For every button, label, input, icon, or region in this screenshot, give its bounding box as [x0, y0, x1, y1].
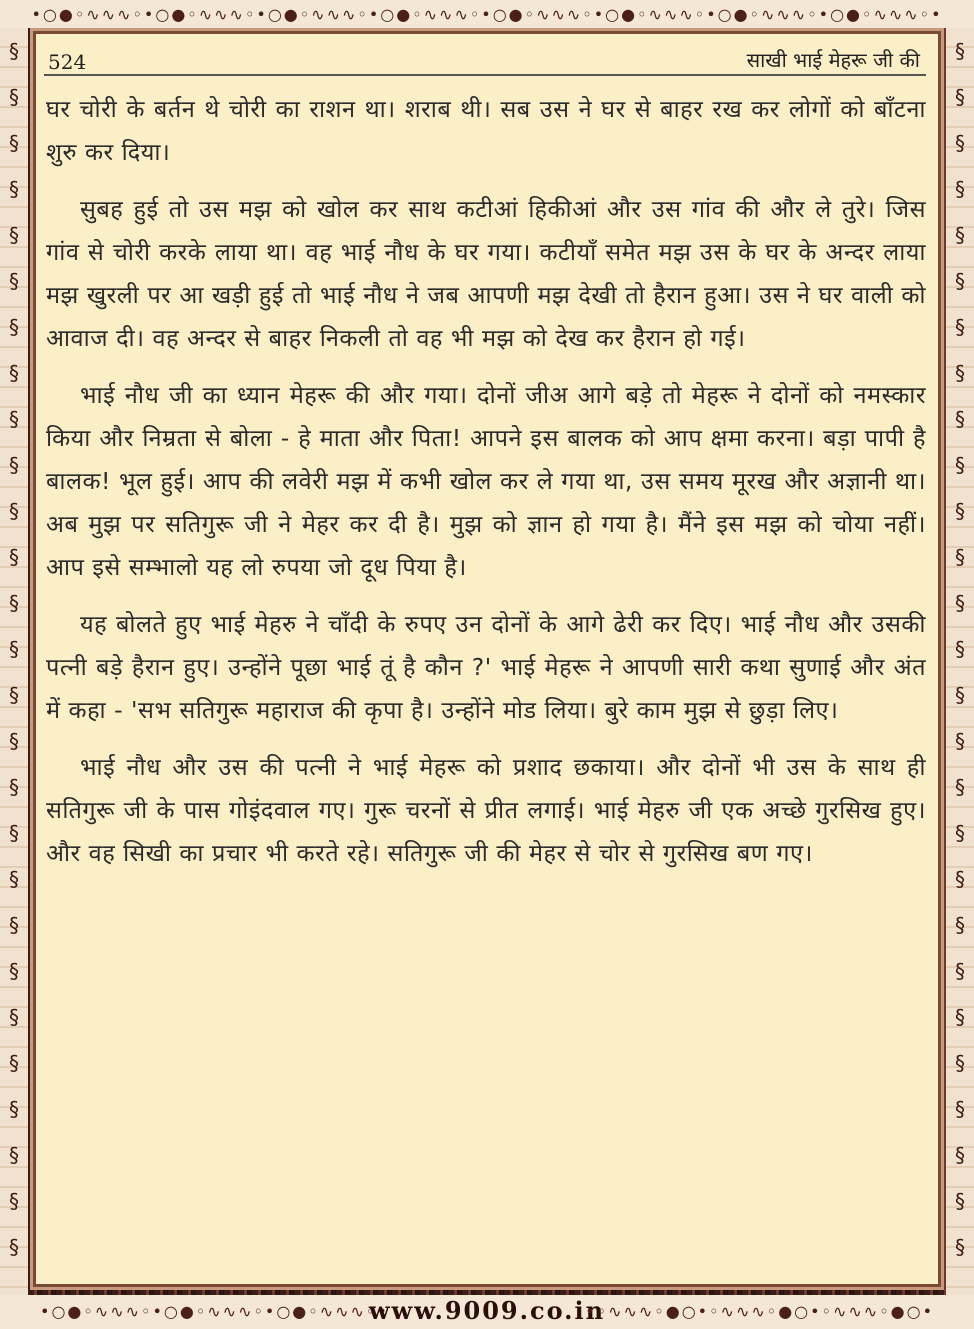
running-title: साखी भाई मेहरू जी की: [746, 48, 920, 72]
scroll-ornament-icon: §: [955, 545, 965, 569]
scroll-ornament-icon: §: [955, 591, 965, 615]
scroll-ornament-icon: §: [955, 959, 965, 983]
scroll-ornament-icon: §: [955, 913, 965, 937]
scroll-ornament-icon: §: [955, 39, 965, 63]
scroll-ornament-icon: §: [9, 269, 19, 293]
scroll-ornament-icon: §: [955, 453, 965, 477]
scroll-ornament-icon: §: [955, 499, 965, 523]
scroll-ornament-icon: §: [955, 177, 965, 201]
scroll-ornament-icon: §: [955, 361, 965, 385]
scroll-ornament-icon: §: [9, 591, 19, 615]
paragraph: भाई नौध जी का ध्यान मेहरू की और गया। दोनों जीअ आगे बड़े तो मेहरू ने दोनों को नमस्कार किया और निम्रता से बोला - हे माता और पिता! आपने इस बालक को आप क्षमा करना। बड़ा पापी है बालक! भूल हुई। आप की लवेरी मझ में कभी खोल कर ले गया था, उस समय मूरख और अज्ञानी था। अब मुझ पर सतिगुरू जी ने मेहर कर दी है। मुझ को ज्ञान हो गया है। मैंने इस मझ को चोया नहीं। आप इसे सम्भालो यह लो रुपया जो दूध पिया है।: [46, 381, 926, 581]
scroll-ornament-icon: §: [955, 683, 965, 707]
scroll-ornament-icon: §: [955, 729, 965, 753]
page-body: [46, 88, 926, 889]
scroll-ornament-icon: §: [9, 131, 19, 155]
scroll-ornament-icon: §: [955, 223, 965, 247]
scroll-ornament-icon: §: [9, 85, 19, 109]
scroll-ornament-icon: §: [9, 545, 19, 569]
scroll-ornament-icon: §: [9, 1189, 19, 1213]
website-link[interactable]: www.9009.co.in: [368, 1296, 606, 1325]
scroll-ornament-icon: §: [955, 637, 965, 661]
scroll-ornament-icon: •◦∿∿∿◦●○•◦∿∿∿◦●○•◦∿∿∿◦●○•: [585, 1302, 934, 1321]
scroll-ornament-icon: §: [955, 775, 965, 799]
scroll-ornament-icon: §: [9, 959, 19, 983]
scroll-ornament-icon: §: [9, 453, 19, 477]
scroll-ornament-icon: §: [9, 39, 19, 63]
scroll-ornament-icon: §: [955, 821, 965, 845]
scroll-ornament-icon: §: [955, 1143, 965, 1167]
scroll-ornament-icon: §: [955, 315, 965, 339]
scroll-ornament-icon: §: [9, 637, 19, 661]
scroll-ornament-icon: §: [9, 223, 19, 247]
scroll-ornament-icon: §: [9, 499, 19, 523]
paragraph: भाई नौध और उस की पत्नी ने भाई मेहरू को प्रशाद छकाया। और दोनों भी उस के साथ ही सतिगुरू जी के पास गोइंदवाल गए। गुरू चरनों से प्रीत लगाई। भाई मेहरु जी एक अच्छे गुरसिख हुए। और वह सिखी का प्रचार भी करते रहे। सतिगुरू जी की मेहर से चोर से गुरसिख बण गए।: [46, 753, 926, 867]
scroll-ornament-icon: §: [955, 269, 965, 293]
left-ornament-column: [0, 28, 28, 1295]
scroll-ornament-icon: §: [955, 85, 965, 109]
scroll-ornament-icon: §: [9, 361, 19, 385]
scroll-ornament-icon: §: [9, 1235, 19, 1259]
scroll-ornament-icon: §: [955, 1005, 965, 1029]
scroll-ornament-icon: §: [9, 683, 19, 707]
scroll-ornament-icon: §: [955, 1189, 965, 1213]
scroll-ornament-icon: §: [9, 1143, 19, 1167]
scroll-ornament-icon: •○●◦∿∿∿◦•○●◦∿∿∿◦•○●◦∿∿∿◦•: [40, 1302, 389, 1321]
scroll-ornament-icon: §: [9, 1097, 19, 1121]
page-header: [44, 44, 926, 76]
paragraph: घर चोरी के बर्तन थे चोरी का राशन था। शराब थी। सब उस ने घर से बाहर रख कर लोगों को बाँटना शुरु कर दिया।: [46, 95, 926, 166]
right-ornament-column: [946, 28, 974, 1295]
paragraph: यह बोलते हुए भाई मेहरु ने चाँदी के रुपए उन दोनों के आगे ढेरी कर दिए। भाई नौध और उसकी पत्नी बड़े हैरान हुए। उन्होंने पूछा भाई तूं है कौन ?' भाई मेहरू ने आपणी सारी कथा सुणाई और अंत में कहा - 'सभ सतिगुरू महाराज की कृपा है। उन्होंने मोड लिया। बुरे काम मुझ से छुड़ा लिए।: [46, 610, 926, 724]
paragraph: सुबह हुई तो उस मझ को खोल कर साथ कटीआं हिकीआं और उस गांव की और ले तुरे। जिस गांव से चोरी करके लाया था। वह भाई नौध के घर गया। कटीयाँ समेत मझ उस के घर के अन्दर लाया मझ खुरली पर आ खड़ी हुई तो भाई नौध ने जब आपणी मझ देखी तो हैरान हुआ। उस ने घर वाली को आवाज दी। वह अन्दर से बाहर निकली तो वह भी मझ को देख कर हैरान हो गई।: [46, 195, 926, 352]
bottom-ornament-band: [0, 1295, 974, 1329]
scroll-ornament-icon: §: [9, 775, 19, 799]
scroll-ornament-icon: •○●◦∿∿∿◦•○●◦∿∿∿◦•○●◦∿∿∿◦•○●◦∿∿∿◦•○●◦∿∿∿◦•○●◦∿∿∿◦•○●◦∿∿∿◦•○●◦∿∿∿◦•: [31, 4, 943, 24]
scroll-ornament-icon: §: [9, 913, 19, 937]
scroll-ornament-icon: §: [955, 1235, 965, 1259]
scroll-ornament-icon: §: [9, 407, 19, 431]
scroll-ornament-icon: §: [9, 867, 19, 891]
scroll-ornament-icon: §: [9, 1051, 19, 1075]
scroll-ornament-icon: §: [9, 821, 19, 845]
scroll-ornament-icon: §: [955, 1097, 965, 1121]
scroll-ornament-icon: §: [9, 1005, 19, 1029]
scroll-ornament-icon: §: [955, 131, 965, 155]
scroll-ornament-icon: §: [9, 315, 19, 339]
page-number: 524: [48, 50, 87, 74]
scroll-ornament-icon: §: [955, 867, 965, 891]
scroll-ornament-icon: §: [955, 1051, 965, 1075]
scroll-ornament-icon: §: [955, 407, 965, 431]
scroll-ornament-icon: §: [9, 729, 19, 753]
top-ornament-band: [0, 0, 974, 28]
scroll-ornament-icon: §: [9, 177, 19, 201]
